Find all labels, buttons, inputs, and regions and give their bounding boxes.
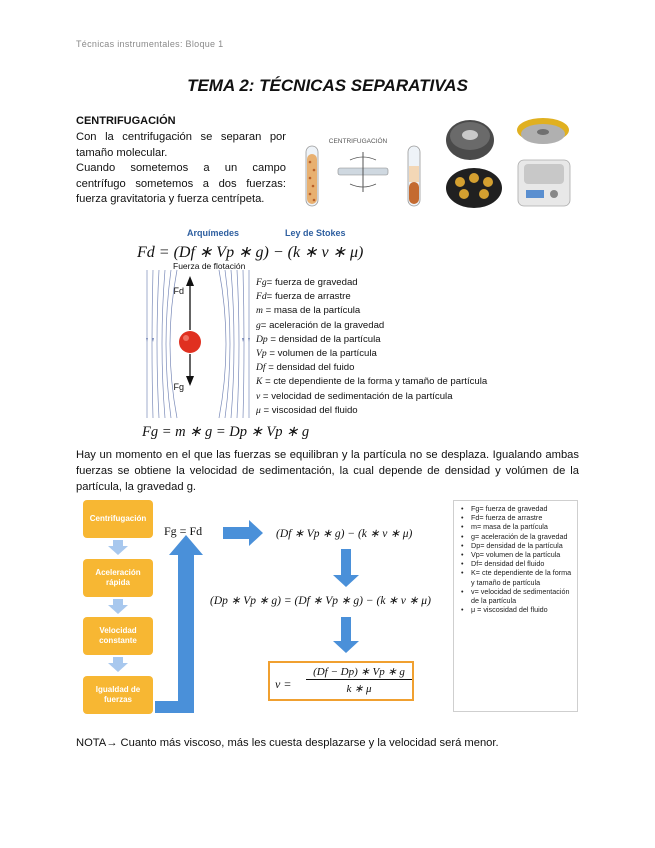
stokes-legend-symbol: μ [256, 404, 261, 416]
flow-step-force-equality: Igualdad de fuerzas [83, 676, 153, 714]
flow-legend-item: • K= cte dependiente de la forma y tamaño de partícula [458, 568, 573, 586]
stokes-legend-text: = volumen de la partícula [266, 348, 377, 360]
flotation-force-label: Fuerza de flotación [173, 261, 246, 271]
stokes-legend-item [256, 361, 487, 375]
flow-step-constant-velocity: Velocidad constante [83, 617, 153, 655]
stokes-legend-symbol: m [256, 305, 263, 317]
result-numerator: (Df − Dp) ∗ Vp ∗ g [306, 665, 412, 680]
flow-step-centrifugation: Centrifugación [83, 500, 153, 538]
flow-legend-item: • μ = viscosidad del fluido [458, 605, 573, 614]
flow-legend-item: • Vp= volumen de la partícula [458, 550, 573, 559]
stokes-legend-item [256, 290, 487, 304]
particle-flow-diagram [143, 268, 253, 420]
intro-text [76, 130, 286, 208]
fg-label: Fg [173, 382, 184, 392]
flow-step-fast-acceleration: Aceleración rápida [83, 559, 153, 597]
stokes-legend-text: = fuerza de gravedad [266, 277, 358, 288]
intro-paragraph-2: Cuando sometemos a un campo centrífugo sometemos a dos fuerzas: fuerza gravitatoria y fuerza centrípeta. [76, 162, 286, 206]
stokes-legend-symbol: Df [256, 362, 266, 374]
stokes-legend-symbol: Vp [256, 348, 267, 360]
stokes-legend-symbol: g [256, 319, 261, 331]
flow-legend-item: • Dp= densidad de la partícula [458, 541, 573, 550]
result-denominator: k ∗ μ [346, 683, 372, 695]
page-header: Técnicas instrumentales: Bloque 1 [76, 39, 224, 49]
stokes-legend-item [256, 319, 487, 333]
stokes-legend-text: = cte dependiente de la forma y tamaño de partícula [262, 376, 488, 388]
page-title: TEMA 2: TÉCNICAS SEPARATIVAS [187, 76, 468, 95]
flow-legend-item: • m= masa de la partícula [458, 522, 573, 531]
stokes-legend-item [256, 404, 487, 418]
equilibrium-paragraph: Hay un momento en el que las fuerzas se equilibran y la partícula no se desplaza. Igualando ambas fuerzas se obtiene la velocidad de sedimentación, la cual depende de densidad y volúmen de la partícula, la gravedad g. [76, 449, 579, 493]
gravity-force-equation: Fg = m ∗ g = Dp ∗ Vp ∗ g [142, 424, 310, 440]
stokes-legend-text: = fuerza de arrastre [266, 291, 351, 303]
fd-label: Fd [173, 286, 184, 296]
stokes-legend-item [256, 375, 487, 389]
stokes-legend-symbol: K [256, 376, 263, 388]
stokes-legend-text: = densidad del fuido [265, 362, 355, 374]
stokes-legend-symbol: Dp [256, 333, 268, 345]
result-lhs: v = [275, 677, 292, 691]
stokes-legend-text: = aceleración de la gravedad [260, 319, 385, 331]
stokes-legend-symbol: Fg [256, 277, 267, 288]
stokes-legend-symbol: Fd [256, 291, 267, 303]
stokes-legend-symbol: v [256, 390, 261, 402]
flow-legend-item: • v= velocidad de sedimentación de la partícula [458, 587, 573, 605]
stokes-legend-text: = masa de la partícula [262, 305, 361, 317]
flow-equation-equality: (Dp ∗ Vp ∗ g) = (Df ∗ Vp ∗ g) − (k ∗ v ∗ μ) [210, 595, 431, 607]
flow-legend-item: • g= aceleración de la gravedad [458, 532, 573, 541]
flow-legend-item: • Df= densidad del fluido [458, 559, 573, 568]
flow-legend-box [453, 500, 578, 712]
flow-legend-item: • Fd= fuerza de arrastre [458, 513, 573, 522]
stokes-legend-text: = viscosidad del fluido [260, 404, 358, 416]
stokes-legend-list [256, 276, 487, 418]
centrifuge-photos [440, 108, 578, 214]
archimedes-label: Arquímedes [187, 228, 240, 238]
note-text: NOTA→ Cuanto más viscoso, más les cuesta desplazarse y la velocidad será menor. [76, 737, 499, 749]
stokes-legend-text: = velocidad de sedimentación de la partícula [260, 390, 453, 402]
stokes-legend-item [256, 333, 487, 347]
flow-equation-force-balance: Fg = Fd [164, 524, 203, 538]
flow-legend-item: • Fg= fuerza de gravedad [458, 504, 573, 513]
stokes-legend-item [256, 347, 487, 361]
centrifugation-tube-diagram [298, 132, 435, 214]
section-heading: CENTRIFUGACIÓN [76, 115, 176, 127]
flow-legend-list [458, 504, 573, 614]
intro-paragraph-1: Con la centrifugación se separan por tamaño molecular. [76, 131, 286, 159]
flow-equation-drag: (Df ∗ Vp ∗ g) − (k ∗ v ∗ μ) [276, 528, 413, 540]
stokes-legend-item [256, 304, 487, 318]
stokes-main-equation: Fd = (Df ∗ Vp ∗ g) − (k ∗ v ∗ μ) [137, 244, 364, 261]
stokes-law-label: Ley de Stokes [285, 228, 346, 238]
stokes-legend-item [256, 276, 487, 290]
tube-diagram-label: CENTRIFUGACIÓN [328, 138, 388, 145]
stokes-legend-item [256, 390, 487, 404]
stokes-legend-text: = densidad de la partícula [267, 333, 381, 345]
